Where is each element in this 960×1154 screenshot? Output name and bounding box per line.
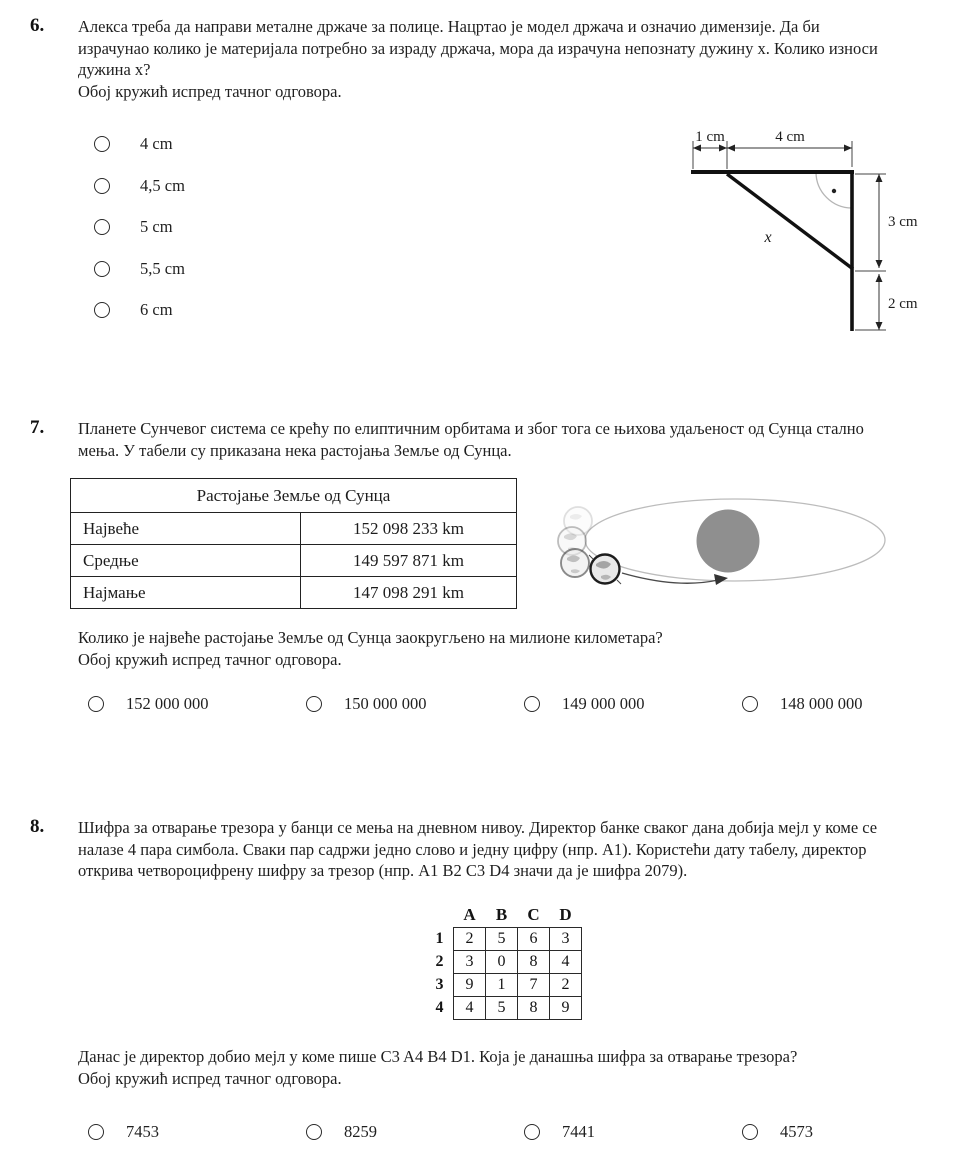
- q8-option-3-label: 7441: [562, 1122, 595, 1141]
- q7-option-2-label: 150 000 000: [344, 694, 427, 713]
- q6-option-1[interactable]: [94, 134, 173, 154]
- q7-radio-4[interactable]: [742, 696, 758, 712]
- question-8-text: [78, 817, 877, 882]
- code-cell-C3: 7: [518, 974, 550, 997]
- question-7-instruction: Обој кружић испред тачног одговора.: [78, 649, 342, 669]
- q7-radio-2[interactable]: [306, 696, 322, 712]
- q6-radio-4[interactable]: [94, 261, 110, 277]
- arrow-down-icon: [876, 322, 883, 330]
- code-cell-B3: 1: [486, 974, 518, 997]
- code-cell-A4: 4: [454, 997, 486, 1020]
- code-col-A: A: [463, 905, 476, 924]
- code-cell-A2: 3: [454, 951, 486, 974]
- bracket-figure: [683, 113, 953, 343]
- question-6-text: [78, 16, 878, 102]
- question-7-text: [78, 418, 864, 461]
- question-6-number: 6.: [30, 15, 45, 36]
- q6-radio-5[interactable]: [94, 302, 110, 318]
- q8-radio-4[interactable]: [742, 1124, 758, 1140]
- arrow-up-icon: [876, 174, 883, 182]
- q6-option-1-label: 4 cm: [140, 134, 173, 153]
- question-8-line-1: Шифра за отварање трезора у банци се мења на дневном нивоу. Директор банке сваког дана добија мејл у коме се: [78, 818, 878, 837]
- q7-option-4-label: 148 000 000: [780, 694, 863, 713]
- question-8-instruction: Обој кружић испред тачног одговора.: [78, 1068, 342, 1088]
- code-cell-B4: 5: [486, 997, 518, 1020]
- code-col-C: C: [527, 905, 540, 924]
- table-row: [432, 997, 582, 1020]
- q6-option-2-label: 4,5 cm: [140, 176, 185, 195]
- code-cell-C4: 8: [518, 997, 550, 1020]
- code-cell-D3: 2: [550, 974, 582, 997]
- code-cell-A3: 9: [454, 974, 486, 997]
- code-cell-C1: 6: [518, 928, 550, 951]
- question-7-number: 7.: [30, 417, 45, 438]
- q7-option-4[interactable]: [742, 694, 863, 714]
- code-col-B: B: [495, 905, 508, 924]
- distance-row-mean-label: Средње: [71, 545, 301, 577]
- q6-option-5[interactable]: [94, 300, 173, 320]
- arrow-down-icon: [876, 260, 883, 268]
- q7-radio-1[interactable]: [88, 696, 104, 712]
- table-row: [71, 545, 517, 577]
- q6-radio-2[interactable]: [94, 178, 110, 194]
- earth-position-current: [589, 555, 621, 585]
- q7-option-1[interactable]: [88, 694, 209, 714]
- code-cell-B1: 5: [486, 928, 518, 951]
- distance-table: [70, 478, 517, 609]
- q8-radio-2[interactable]: [306, 1124, 322, 1140]
- dim-label-3cm: 3 cm: [888, 214, 918, 230]
- q6-option-4[interactable]: [94, 259, 185, 279]
- question-8-question: Данас је директор добио мејл у коме пише C3 A4 B4 D1. Која је данашња шифра за отварање трезора?: [78, 1047, 798, 1066]
- arrow-up-icon: [876, 274, 883, 282]
- q8-option-1-label: 7453: [126, 1122, 159, 1141]
- question-6-line-2: израчунао колико је материјала потребно за израду држача, мора да израчуна непознату дужину x. Колико износи: [78, 38, 878, 58]
- dim-label-2cm: 2 cm: [888, 296, 918, 312]
- unknown-side-label: x: [764, 229, 772, 246]
- question-7-line-2: мења. У табели су приказана нека растојања Земље од Сунца.: [78, 440, 512, 460]
- q8-option-3[interactable]: [524, 1122, 595, 1142]
- right-angle-dot-mark: [832, 189, 836, 193]
- code-cell-A1: 2: [454, 928, 486, 951]
- q8-option-2[interactable]: [306, 1122, 377, 1142]
- q8-option-2-label: 8259: [344, 1122, 377, 1141]
- arrow-left-icon: [693, 145, 701, 152]
- dim-label-4cm: 4 cm: [775, 129, 805, 145]
- motion-arrow-line: [622, 573, 718, 583]
- arrow-left-icon: [727, 145, 735, 152]
- q6-option-3[interactable]: [94, 217, 173, 237]
- question-8-number: 8.: [30, 816, 45, 837]
- q7-option-1-label: 152 000 000: [126, 694, 209, 713]
- q7-option-3-label: 149 000 000: [562, 694, 645, 713]
- q8-radio-1[interactable]: [88, 1124, 104, 1140]
- q6-option-3-label: 5 cm: [140, 217, 173, 236]
- code-col-D: D: [559, 905, 572, 924]
- distance-row-max-label: Највеће: [71, 513, 301, 545]
- question-8-prompt: [78, 1046, 797, 1089]
- q8-option-4-label: 4573: [780, 1122, 813, 1141]
- code-row-2: 2: [435, 953, 444, 970]
- q6-option-2[interactable]: [94, 176, 185, 196]
- sun-circle: [697, 510, 760, 573]
- q6-option-5-label: 6 cm: [140, 300, 173, 319]
- table-row: [432, 903, 582, 928]
- table-row: [432, 974, 582, 997]
- orbit-illustration: [538, 476, 958, 616]
- bracket-diagonal-brace: [727, 174, 853, 269]
- dim-label-1cm: 1 cm: [695, 129, 725, 145]
- question-7-question: Колико је највеће растојање Земље од Сунца заокругљено на милионе километара?: [78, 628, 663, 647]
- q8-option-4[interactable]: [742, 1122, 813, 1142]
- code-cell-D4: 9: [550, 997, 582, 1020]
- table-row: [71, 479, 517, 513]
- code-cell-B2: 0: [486, 951, 518, 974]
- q8-option-1[interactable]: [88, 1122, 159, 1142]
- question-6-line-3: дужина x?: [78, 60, 151, 80]
- q6-radio-1[interactable]: [94, 136, 110, 152]
- distance-table-title: Растојање Земље од Сунца: [71, 479, 517, 513]
- distance-row-min-value: 147 098 291 km: [301, 577, 517, 609]
- table-row: [71, 577, 517, 609]
- arrow-right-icon: [844, 145, 852, 152]
- code-row-1: 1: [435, 930, 444, 947]
- code-row-4: 4: [435, 999, 444, 1016]
- question-8-line-2: налазе 4 пара симбола. Сваки пар садржи једно слово и једну цифру (нпр. A1). Користећи дату табелу, директор: [78, 839, 867, 859]
- table-row: [432, 928, 582, 951]
- table-row: [71, 513, 517, 545]
- code-cell-D1: 3: [550, 928, 582, 951]
- code-cell-D2: 4: [550, 951, 582, 974]
- question-7-prompt: [78, 627, 663, 670]
- question-6-instruction: Обој кружић испред тачног одговора.: [78, 81, 342, 101]
- q7-option-2[interactable]: [306, 694, 427, 714]
- arrow-right-icon: [719, 145, 727, 152]
- table-row: [432, 951, 582, 974]
- distance-row-min-label: Најмање: [71, 577, 301, 609]
- code-cell-C2: 8: [518, 951, 550, 974]
- code-row-3: 3: [435, 976, 444, 993]
- question-8-line-3: открива четвороцифрену шифру за трезор (нпр. A1 B2 C3 D4 значи да је шифра 2079).: [78, 861, 688, 881]
- question-7-line-1: Планете Сунчевог система се крећу по елиптичним орбитама и због тога се њихова удаљеност од Сунца стално: [78, 419, 864, 438]
- distance-row-mean-value: 149 597 871 km: [301, 545, 517, 577]
- distance-row-max-value: 152 098 233 km: [301, 513, 517, 545]
- q6-radio-3[interactable]: [94, 219, 110, 235]
- code-table: [432, 903, 582, 1020]
- q6-option-4-label: 5,5 cm: [140, 259, 185, 278]
- question-6-line-1: Алекса треба да направи металне држаче за полице. Нацртао је модел држача и означио димензије. Да би: [78, 17, 820, 36]
- q8-radio-3[interactable]: [524, 1124, 540, 1140]
- q7-option-3[interactable]: [524, 694, 645, 714]
- q7-radio-3[interactable]: [524, 696, 540, 712]
- motion-arrow-head-icon: [714, 574, 728, 585]
- earth-position-faded-3: [561, 549, 589, 577]
